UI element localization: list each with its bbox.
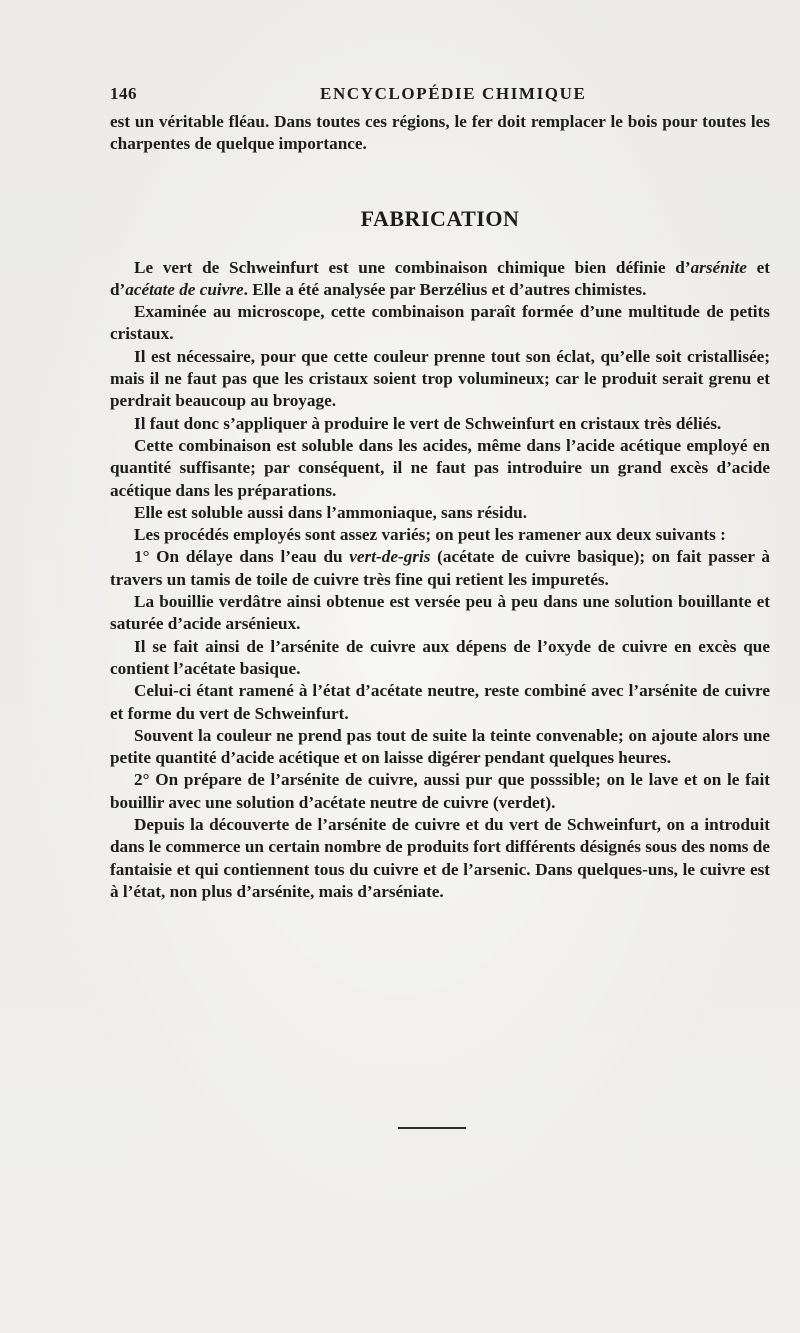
term-copper-acetate: acétate de cuivre [125,279,244,299]
paragraph-composition-lead: Le vert de Schweinfurt est une combinaison chimique bien définie d’ [134,257,691,277]
running-title: ENCYCLOPÉDIE CHIMIQUE [320,84,587,103]
paragraph-crystallization: Il est nécessaire, pour que cette couleur prenne tout son éclat, qu’elle soit cristallisée; mais il ne faut pas que les cristaux soient trop volumineux; car le produit serait grenu et perdrait beaucoup au broyage. [110,346,770,411]
paragraph-solubility-acids: Cette combinaison est soluble dans les acides, même dans l’acide acétique employé en quantité suffisante; par conséquent, il ne faut pas introduire un grand excès d’acide acétique dans les préparations. [110,435,770,500]
paragraph-fine-crystals: Il faut donc s’appliquer à produire le vert de Schweinfurt en cristaux très déliés. [134,413,722,433]
paragraph-procedure-1 [110,546,770,591]
paragraph-microscope: Examinée au microscope, cette combinaison paraît formée d’une multitude de petits cristaux. [110,302,770,344]
section-title: FABRICATION [360,205,520,231]
page-number: 146 [110,84,137,103]
paragraph-boiling-solution: La bouillie verdâtre ainsi obtenue est versée peu à peu dans une solution bouillante et saturée d’acide arsénieux. [110,592,770,634]
procedure-1-lead: 1° On délaye dans l’eau du [134,547,350,567]
paragraph-arsenite-formation: Il se fait ainsi de l’arsénite de cuivre aux dépens de l’oxyde de cuivre en excès que contient l’acétate basique. [110,636,770,678]
procedure-1-tail: (acétate de cuivre basique); on fait passer à travers un tamis de toile de cuivre très fine qui retient les impuretés. [110,547,770,589]
paragraph-solubility-ammonia: Elle est soluble aussi dans l’ammoniaque, sans résidu. [134,502,528,522]
body-text [110,111,770,903]
paragraph-composition-mid: et d’ [110,257,771,299]
paragraph-commercial-products: Depuis la découverte de l’arsénite de cuivre et du vert de Schweinfurt, on a introduit dans le commerce un certain nombre de produits fort différents désignés sous des noms de fantaisie et qui contiennent tous du cuivre et de l’arsenic. Dans quelques-uns, le cuivre est à l’état, non plus d’arsénite, mais d’arséniate. [110,815,770,901]
paragraph-procedures-intro: Les procédés employés sont assez variés; on peut les ramener aux deux suivants : [134,525,726,545]
term-vert-de-gris: vert-de-gris [349,547,431,567]
page-header [110,84,770,106]
paragraph-composition-tail: . Elle a été analysée par Berzélius et d’autres chimistes. [243,279,647,299]
term-arsenite: arsénite [690,257,747,277]
paragraph-digestion: Souvent la couleur ne prend pas tout de suite la teinte convenable; on ajoute alors une petite quantité d’acide acétique et on laisse digérer pendant quelques heures. [110,725,770,768]
paragraph-composition [110,257,770,302]
opening-paragraph: est un véritable fléau. Dans toutes ces régions, le fer doit remplacer le bois pour toutes les charpentes de quelque importance. [110,112,770,154]
section-end-rule [398,1127,466,1129]
paragraph-neutral-acetate: Celui-ci étant ramené à l’état d’acétate neutre, reste combiné avec l’arsénite de cuivre et forme du vert de Schweinfurt. [110,681,770,723]
paragraph-procedure-2: 2° On prépare de l’arsénite de cuivre, aussi pur que posssible; on le lave et on le fait bouillir avec une solution d’acétate neutre de cuivre (verdet). [110,770,770,812]
